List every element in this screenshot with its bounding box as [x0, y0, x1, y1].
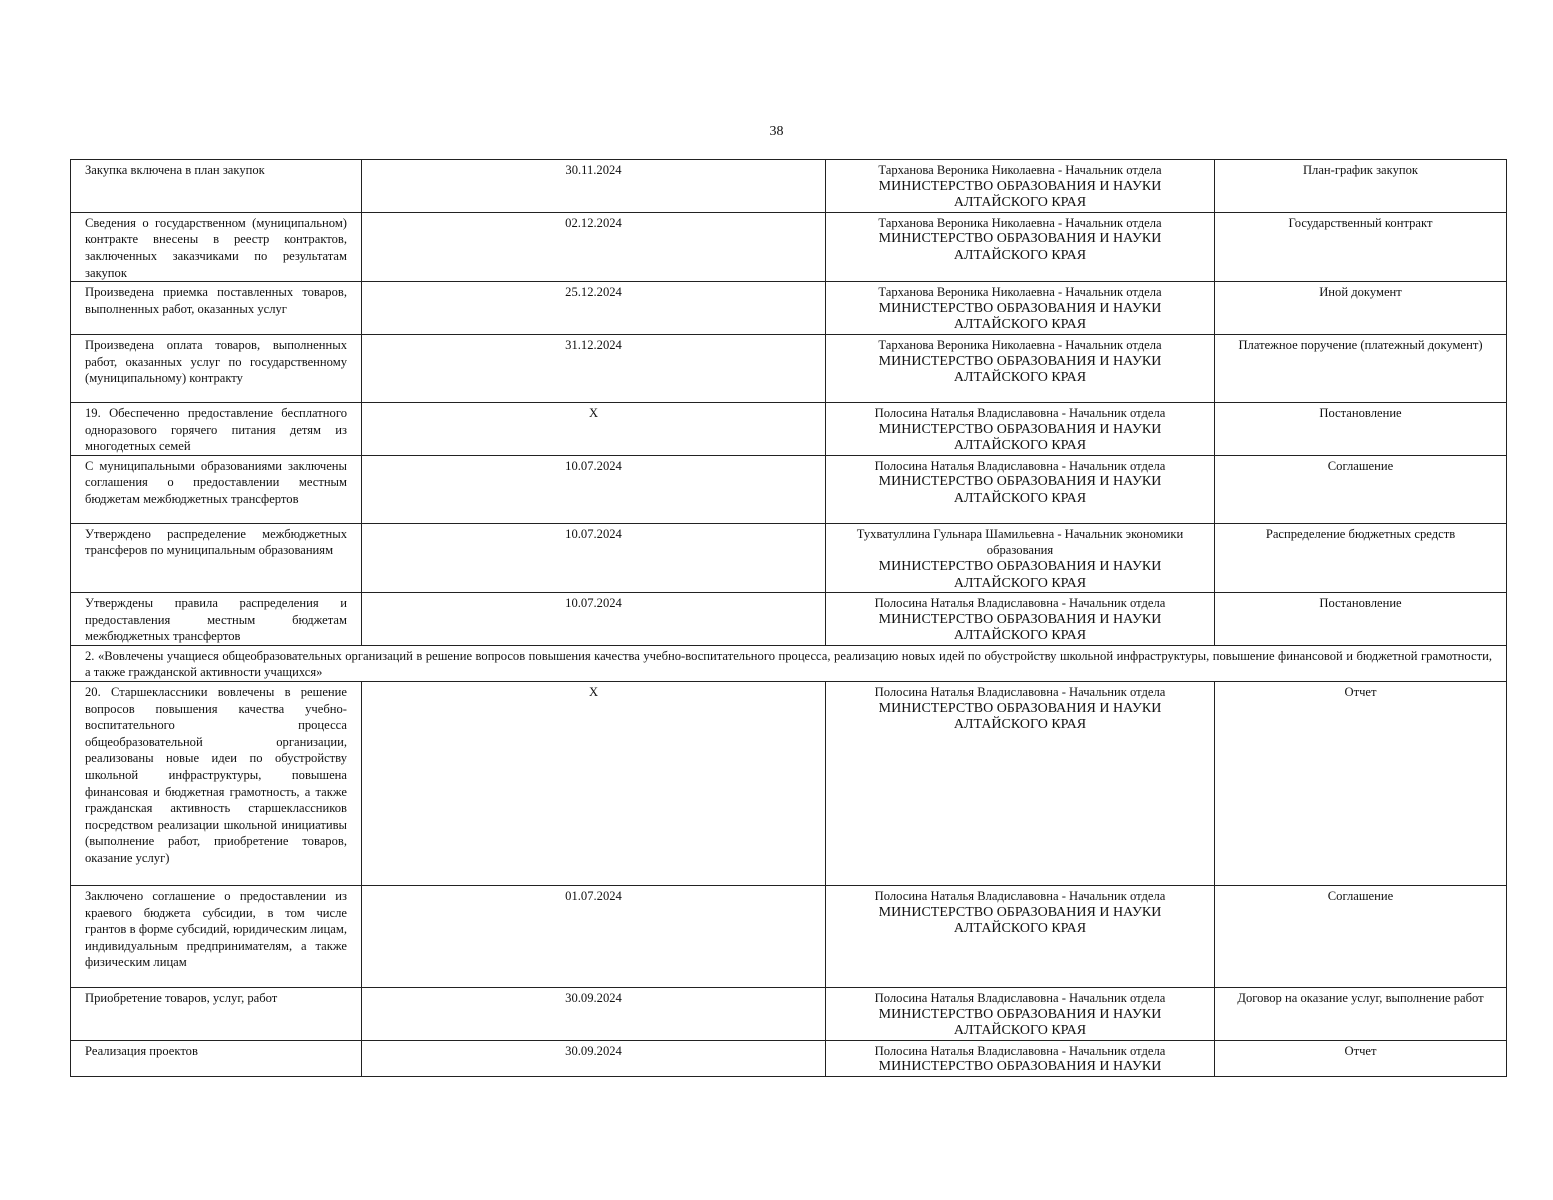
responsible-cell: [826, 212, 1215, 281]
responsible-cell: [826, 1040, 1215, 1076]
event-cell: Произведена приемка поставленных товаров, выполненных работ, оказанных услуг: [71, 282, 362, 335]
document-cell: Соглашение: [1215, 455, 1507, 523]
responsible-cell: [826, 682, 1215, 886]
responsible-cell: [826, 334, 1215, 402]
responsible-person: Тарханова Вероника Николаевна - Начальник отдела: [878, 215, 1162, 230]
section-row: [71, 645, 1507, 681]
responsible-cell: [826, 282, 1215, 335]
date-cell: 30.09.2024: [362, 988, 826, 1041]
responsible-organization: МИНИСТЕРСТВО ОБРАЗОВАНИЯ И НАУКИ АЛТАЙСКОГО КРАЯ: [878, 700, 1162, 733]
table-row: [71, 523, 1507, 592]
responsible-person: Полосина Наталья Владиславовна - Начальник отдела: [874, 991, 1166, 1006]
table-row: [71, 1040, 1507, 1076]
responsible-organization: МИНИСТЕРСТВО ОБРАЗОВАНИЯ И НАУКИ АЛТАЙСКОГО КРАЯ: [878, 611, 1162, 644]
date-cell: 01.07.2024: [362, 886, 826, 988]
date-cell: 25.12.2024: [362, 282, 826, 335]
document-cell: Постановление: [1215, 402, 1507, 455]
responsible-cell: [826, 160, 1215, 213]
event-cell: Приобретение товаров, услуг, работ: [71, 988, 362, 1041]
table-row: [71, 212, 1507, 281]
date-cell: X: [362, 682, 826, 886]
date-cell: 30.11.2024: [362, 160, 826, 213]
document-cell: Отчет: [1215, 1040, 1507, 1076]
document-cell: Соглашение: [1215, 886, 1507, 988]
responsible-organization: МИНИСТЕРСТВО ОБРАЗОВАНИЯ И НАУКИ АЛТАЙСКОГО КРАЯ: [878, 353, 1162, 386]
table-row: [71, 886, 1507, 988]
document-cell: Государственный контракт: [1215, 212, 1507, 281]
responsible-person: Полосина Наталья Владиславовна - Начальник отдела: [874, 405, 1166, 420]
responsible-organization: МИНИСТЕРСТВО ОБРАЗОВАНИЯ И НАУКИ АЛТАЙСКОГО КРАЯ: [878, 178, 1162, 211]
responsible-cell: [826, 455, 1215, 523]
table-row: [71, 334, 1507, 402]
date-cell: 30.09.2024: [362, 1040, 826, 1076]
responsible-organization: МИНИСТЕРСТВО ОБРАЗОВАНИЯ И НАУКИ АЛТАЙСКОГО КРАЯ: [878, 558, 1162, 591]
date-cell: 10.07.2024: [362, 455, 826, 523]
responsible-cell: [826, 523, 1215, 592]
responsible-person: Полосина Наталья Владиславовна - Начальник отдела: [874, 889, 1166, 904]
responsible-cell: [826, 402, 1215, 455]
responsible-person: Полосина Наталья Владиславовна - Начальник отдела: [874, 1043, 1166, 1058]
document-cell: Отчет: [1215, 682, 1507, 886]
responsible-organization: МИНИСТЕРСТВО ОБРАЗОВАНИЯ И НАУКИ АЛТАЙСКОГО КРАЯ: [878, 421, 1162, 454]
table-row: [71, 160, 1507, 213]
table-row: [71, 402, 1507, 455]
section-header: 2. «Вовлечены учащиеся общеобразовательных организаций в решение вопросов повышения качества учебно-воспитательного процесса, реализацию новых идей по обустройству школьной инфраструктуры, повышение финансовой и бюджетной грамотности, а также гражданской активности учащихся»: [71, 645, 1507, 681]
event-cell: С муниципальными образованиями заключены соглашения о предоставлении местным бюджетам межбюджетных трансфертов: [71, 455, 362, 523]
event-cell: 20. Старшеклассники вовлечены в решение вопросов повышения качества учебно-воспитательного процесса общеобразовательной организации, реализованы новые идеи по обустройству школьной инфраструктуры, повышена финансовая и бюджетная грамотность, а также гражданская активность старшеклассников посредством реализации школьной инициативы (выполнение работ, приобретение товаров, оказание услуг): [71, 682, 362, 886]
table-row: [71, 682, 1507, 886]
responsible-cell: [826, 988, 1215, 1041]
event-cell: Утверждены правила распределения и предоставления местным бюджетам межбюджетных трансфертов: [71, 593, 362, 646]
date-cell: 02.12.2024: [362, 212, 826, 281]
document-cell: Иной документ: [1215, 282, 1507, 335]
responsible-organization: МИНИСТЕРСТВО ОБРАЗОВАНИЯ И НАУКИ: [878, 1059, 1162, 1075]
responsible-organization: МИНИСТЕРСТВО ОБРАЗОВАНИЯ И НАУКИ АЛТАЙСКОГО КРАЯ: [878, 300, 1162, 333]
responsible-organization: МИНИСТЕРСТВО ОБРАЗОВАНИЯ И НАУКИ АЛТАЙСКОГО КРАЯ: [878, 474, 1162, 506]
responsible-person: Тухватуллина Гульнара Шамильевна - Начальник экономики образования: [856, 526, 1184, 558]
document-cell: Распределение бюджетных средств: [1215, 523, 1507, 592]
event-cell: Реализация проектов: [71, 1040, 362, 1076]
date-cell: 10.07.2024: [362, 593, 826, 646]
responsible-person: Полосина Наталья Владиславовна - Начальник отдела: [874, 596, 1166, 611]
event-cell: Закупка включена в план закупок: [71, 160, 362, 213]
responsible-person: Тарханова Вероника Николаевна - Начальник отдела: [878, 285, 1162, 300]
event-cell: Произведена оплата товаров, выполненных работ, оказанных услуг по государственному (муниципальному) контракту: [71, 334, 362, 402]
event-cell: 19. Обеспеченно предоставление бесплатного одноразового горячего питания детям из многодетных семей: [71, 402, 362, 455]
table-row: [71, 593, 1507, 646]
responsible-organization: МИНИСТЕРСТВО ОБРАЗОВАНИЯ И НАУКИ АЛТАЙСКОГО КРАЯ: [878, 1006, 1162, 1039]
event-cell: Сведения о государственном (муниципальном) контракте внесены в реестр контрактов, заключенных заказчиками по результатам закупок: [71, 212, 362, 281]
document-cell: Договор на оказание услуг, выполнение работ: [1215, 988, 1507, 1041]
date-cell: 10.07.2024: [362, 523, 826, 592]
date-cell: 31.12.2024: [362, 334, 826, 402]
event-cell: Заключено соглашение о предоставлении из краевого бюджета субсидии, в том числе грантов в форме субсидий, юридическим лицам, индивидуальным предпринимателям, а также физическим лицам: [71, 886, 362, 988]
responsible-cell: [826, 886, 1215, 988]
control-points-table: [70, 159, 1507, 1077]
document-cell: Платежное поручение (платежный документ): [1215, 334, 1507, 402]
responsible-person: Тарханова Вероника Николаевна - Начальник отдела: [878, 163, 1162, 177]
date-cell: X: [362, 402, 826, 455]
responsible-person: Тарханова Вероника Николаевна - Начальник отдела: [878, 337, 1162, 352]
event-cell: Утверждено распределение межбюджетных трансферов по муниципальным образованиям: [71, 523, 362, 592]
table-row: [71, 988, 1507, 1041]
document-cell: План-график закупок: [1215, 160, 1507, 213]
responsible-person: Полосина Наталья Владиславовна - Начальник отдела: [874, 685, 1166, 700]
table-row: [71, 455, 1507, 523]
responsible-organization: МИНИСТЕРСТВО ОБРАЗОВАНИЯ И НАУКИ АЛТАЙСКОГО КРАЯ: [878, 231, 1162, 263]
document-cell: Постановление: [1215, 593, 1507, 646]
responsible-organization: МИНИСТЕРСТВО ОБРАЗОВАНИЯ И НАУКИ АЛТАЙСКОГО КРАЯ: [878, 904, 1162, 937]
table-row: [71, 282, 1507, 335]
responsible-person: Полосина Наталья Владиславовна - Начальник отдела: [874, 458, 1166, 473]
responsible-cell: [826, 593, 1215, 646]
page-number: 38: [769, 124, 784, 139]
